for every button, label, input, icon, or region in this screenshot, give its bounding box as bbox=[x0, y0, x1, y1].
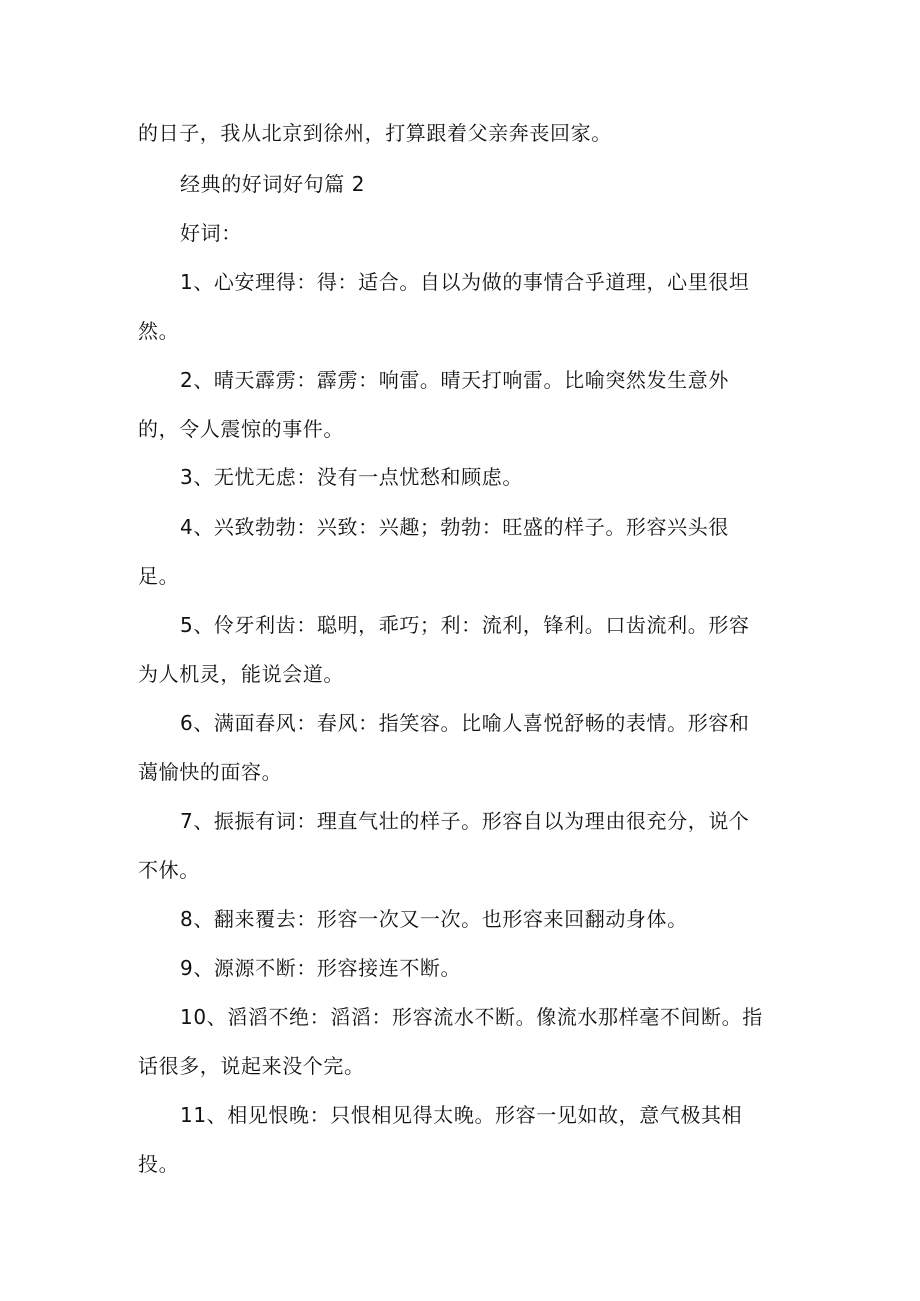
entry-2-line-2: 的，令人震惊的事件。 bbox=[138, 417, 344, 441]
entry-9-line-1: 9、源源不断：形容接连不断。 bbox=[180, 956, 462, 980]
entry-4-line-1: 4、兴致勃勃：兴致：兴趣；勃勃：旺盛的样子。形容兴头很 bbox=[180, 515, 729, 539]
entry-7-line-1: 7、振振有词：理直气壮的样子。形容自以为理由很充分，说个 bbox=[180, 809, 750, 833]
entry-1-line-1: 1、心安理得：得：适合。自以为做的事情合乎道理，心里很坦 bbox=[180, 270, 750, 294]
entry-8-line-1: 8、翻来覆去：形容一次又一次。也形容来回翻动身体。 bbox=[180, 907, 688, 931]
entry-4-line-2: 足。 bbox=[138, 564, 180, 588]
entry-10-line-2: 话很多，说起来没个完。 bbox=[138, 1054, 365, 1078]
entry-5-line-1: 5、伶牙利齿：聪明，乖巧；利：流利，锋利。口齿流利。形容 bbox=[180, 613, 750, 637]
subheading-good-words: 好词： bbox=[180, 221, 242, 245]
entry-11-line-1: 11、相见恨晚：只恨相见得太晚。形容一见如故，意气极其相 bbox=[180, 1103, 743, 1127]
entry-2-line-1: 2、晴天霹雳：霹雳：响雷。晴天打响雷。比喻突然发生意外 bbox=[180, 368, 729, 392]
section-heading: 经典的好词好句篇 2 bbox=[180, 172, 366, 196]
entry-10-line-1: 10、滔滔不绝：滔滔：形容流水不断。像流水那样毫不间断。指 bbox=[180, 1005, 763, 1029]
intro-paragraph-tail: 的日子，我从北京到徐州，打算跟着父亲奔丧回家。 bbox=[138, 121, 612, 145]
entry-6-line-2: 蔼愉快的面容。 bbox=[138, 760, 283, 784]
entry-1-line-2: 然。 bbox=[138, 319, 180, 343]
entry-5-line-2: 为人机灵，能说会道。 bbox=[138, 662, 344, 686]
entry-7-line-2: 不休。 bbox=[138, 858, 200, 882]
entry-6-line-1: 6、满面春风：春风：指笑容。比喻人喜悦舒畅的表情。形容和 bbox=[180, 711, 750, 735]
entry-3-line-1: 3、无忧无虑：没有一点忧愁和顾虑。 bbox=[180, 465, 523, 489]
entry-11-line-2: 投。 bbox=[138, 1152, 180, 1176]
